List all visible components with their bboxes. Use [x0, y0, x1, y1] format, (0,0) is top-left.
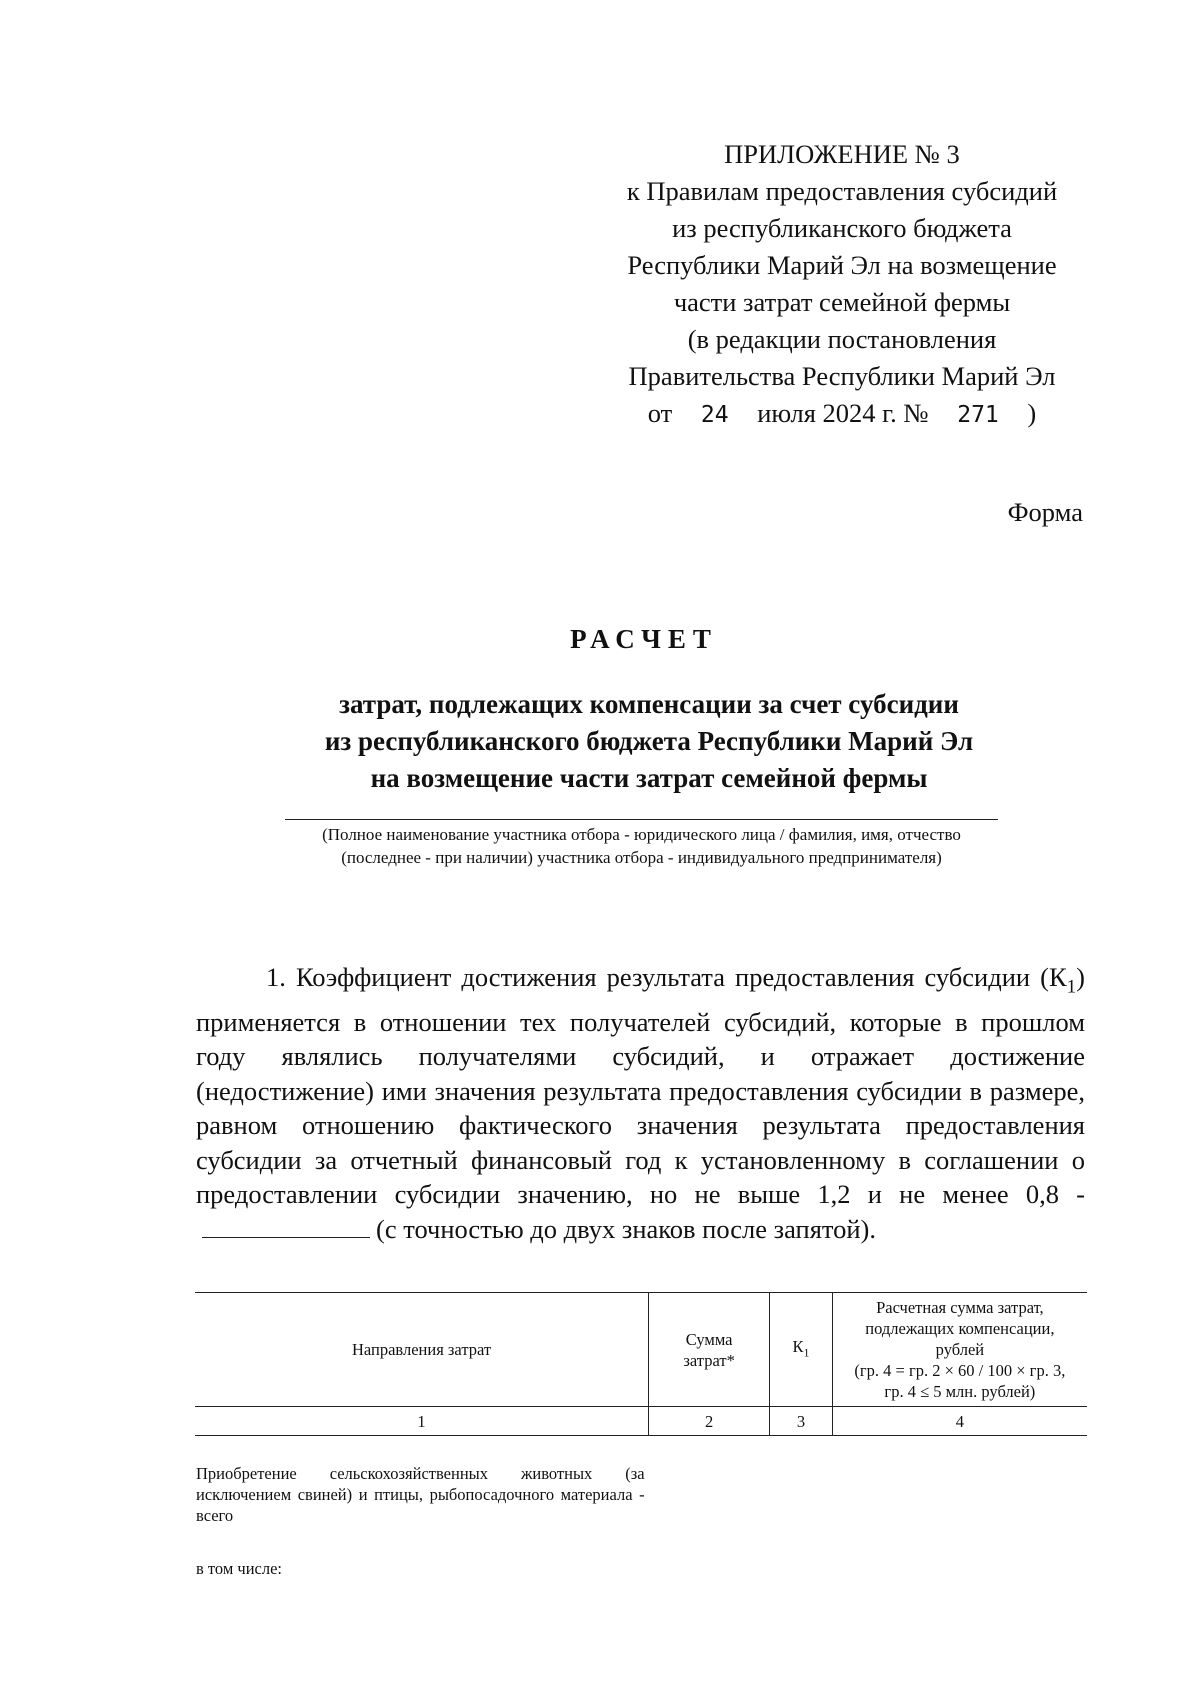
resolution-number: 271 — [957, 402, 999, 428]
coefficient-blank-field — [202, 1217, 370, 1238]
caption-line: (Полное наименование участника отбора - юридического лица / фамилия, имя, отчество — [322, 825, 961, 844]
row-value-compensation — [832, 1436, 1087, 1528]
appendix-line: (в редакции постановления — [687, 324, 997, 354]
row-value-k1 — [770, 1436, 833, 1528]
row-value-compensation — [832, 1527, 1087, 1580]
header-cost-sum-line2: затрат* — [683, 1350, 735, 1370]
header-k1-subscript: 1 — [803, 1345, 810, 1360]
row-value-k1 — [770, 1527, 833, 1580]
header-comp-line: подлежащих компенсации, — [865, 1319, 1055, 1338]
subtitle-line: на возмещение части затрат семейной фермы — [370, 763, 928, 793]
header-comp-line: гр. 4 ≤ 5 млн. рублей) — [884, 1382, 1036, 1401]
participant-name-field-line — [285, 819, 998, 820]
row-value-sum — [649, 1436, 770, 1528]
subtitle-line: затрат, подлежащих компенсации за счет субсидии — [339, 689, 959, 719]
column-number: 3 — [770, 1407, 833, 1436]
date-prefix: от — [647, 398, 673, 428]
appendix-date-line — [600, 395, 1084, 434]
coefficient-paragraph — [196, 960, 1085, 1246]
k-subscript: 1 — [1066, 976, 1077, 998]
column-number: 2 — [649, 1407, 770, 1436]
appendix-line: Правительства Республики Марий Эл — [628, 361, 1056, 391]
appendix-line: из республиканского бюджета — [672, 213, 1012, 243]
header-cost-sum — [649, 1293, 770, 1407]
header-cost-sum-line1: Сумма — [685, 1329, 733, 1349]
table-row — [195, 1527, 1087, 1580]
appendix-header — [600, 136, 1084, 434]
column-number: 4 — [832, 1407, 1087, 1436]
appendix-line: части затрат семейной фермы — [673, 287, 1011, 317]
form-label: Форма — [1007, 497, 1083, 527]
appendix-line: ПРИЛОЖЕНИЕ № 3 — [724, 139, 960, 169]
date-month-year: июля 2024 г. № — [757, 398, 929, 428]
header-compensation-sum — [832, 1293, 1087, 1407]
column-number: 1 — [195, 1407, 649, 1436]
appendix-line: к Правилам предоставления субсидий — [626, 176, 1058, 206]
date-day: 24 — [700, 402, 729, 428]
row-label-including: в том числе: — [196, 1559, 283, 1578]
header-k1 — [770, 1293, 833, 1407]
header-comp-line: (гр. 4 = гр. 2 × 60 / 100 × гр. 3, — [854, 1361, 1066, 1380]
subtitle-line: из республиканского бюджета Республики Марий Эл — [324, 726, 974, 756]
paragraph-text-part3: (с точностью до двух знаков после запятой). — [376, 1213, 877, 1244]
header-comp-line: рублей — [935, 1340, 985, 1359]
document-subtitle — [230, 686, 1068, 797]
header-k1-letter: К — [792, 1336, 804, 1356]
header-cost-directions: Направления затрат — [195, 1293, 649, 1407]
header-comp-line: Расчетная сумма затрат, — [876, 1298, 1044, 1317]
date-suffix: ) — [1027, 398, 1037, 428]
row-value-sum — [649, 1527, 770, 1580]
participant-name-caption — [270, 823, 1013, 869]
paragraph-text-part2: ) применяется в отношении тех получателей субсидий, которые в прошлом году являлись получателями субсидий, и отражает достижение (недостижение) ими значения результата предоставления субсидии в размере, равном отношению фактического значения результата предоставления субсидии за отчетный финансовый год к установленному в соглашении о предоставлении субсидии значению, но не выше 1,2 и не менее 0,8 - — [196, 962, 1085, 1210]
paragraph-text-part1: 1. Коэффициент достижения результата предоставления субсидии (К — [266, 962, 1067, 992]
cost-calculation-table — [195, 1292, 1087, 1580]
row-label-acquisition: Приобретение сельскохозяйственных животных (за исключением свиней) и птицы, рыбопосадочного материала - всего — [196, 1464, 645, 1525]
table-row — [195, 1436, 1087, 1528]
document-title: РАСЧЕТ — [570, 624, 718, 654]
appendix-line: Республики Марий Эл на возмещение — [627, 250, 1057, 280]
caption-line: (последнее - при наличии) участника отбора - индивидуального предпринимателя) — [341, 848, 942, 867]
